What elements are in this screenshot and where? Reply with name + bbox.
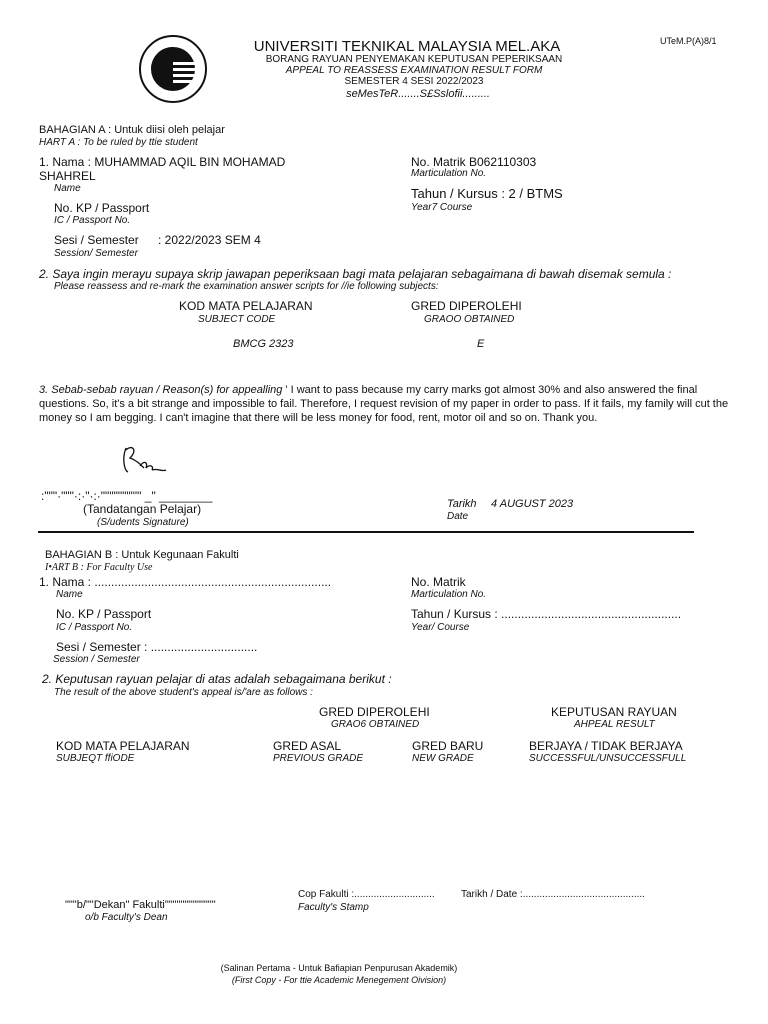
subject-code-header-english: SUBJECT CODE — [198, 314, 276, 325]
appeal-result-header: KEPUTUSAN RAYUAN — [551, 705, 677, 719]
column-result: BERJAYA / TIDAK BERJAYA — [529, 739, 683, 753]
dean-signature-label: """b/""Dekan" Fakulti""""""""""""" — [65, 899, 216, 911]
faculty-course-sub: Year/ Course — [411, 622, 470, 633]
date-label-english: Date — [447, 511, 469, 522]
appeal-result-header-english: AHPEAL RESULT — [574, 719, 655, 730]
session-semester-sub: Session/ Semester — [54, 248, 138, 259]
faculty-stamp-field-english: Faculty's Stamp — [298, 902, 369, 913]
column-new-grade-english: NEW GRADE — [412, 753, 474, 764]
student-signature — [118, 442, 178, 478]
ic-passport: No. KP / Passport — [54, 201, 150, 215]
student-name: 1. Nama : MUHAMMAD AQIL BIN MOHAMAD — [39, 155, 286, 169]
reassess-request-english: Please reassess and re-mark the examination answer scripts for //ie following subjects: — [54, 281, 439, 292]
faculty-name-field: 1. Nama : ....................................................................... — [39, 575, 332, 589]
faculty-session-sub: Session / Semester — [53, 654, 140, 665]
grade-obtained-header-english: GRAOO OBTAINED — [424, 314, 515, 325]
semester-line-english: seMesTeR.......S£Sslofii......... — [346, 88, 490, 100]
faculty-ic-field: No. KP / Passport — [56, 607, 152, 621]
subject-code-value: BMCG 2323 — [233, 338, 294, 350]
column-previous-grade: GRED ASAL — [273, 739, 342, 753]
dean-signature-label-english: o/b Faculty's Dean — [85, 912, 168, 923]
faculty-stamp-field: Cop Fakulti :............................. — [298, 889, 435, 900]
signature-scribble-icon — [118, 442, 178, 478]
faculty-name-sub: Name — [56, 589, 83, 600]
part-a-heading: BAHAGIAN A : Untuk diisi oleh pelajar — [39, 124, 225, 136]
part-b-heading-english: I•ART B : For Faculty Use — [45, 562, 153, 573]
faculty-matric-sub: Marticulation No. — [411, 589, 487, 600]
year-course-sub: Year7 Course — [411, 202, 473, 213]
section-divider — [38, 531, 694, 533]
appeal-outcome-heading-english: The result of the above student's appeal is/'are as follows : — [54, 687, 313, 698]
signature-dotted-line: :"""·"""·:·"·:·""""""""'" _" ________ — [41, 489, 213, 503]
part-a-heading-english: HART A : To be ruled by ttie student — [39, 137, 198, 148]
student-name-sub: Name — [54, 183, 81, 194]
appeal-outcome-heading: 2. Keputusan rayuan pelajar di atas adalah sebagaimana berikut : — [42, 672, 392, 686]
column-result-english: SUCCESSFUL/UNSUCCESSFULL — [529, 753, 687, 764]
date-label: Tarikh — [447, 498, 477, 510]
column-new-grade: GRED BARU — [412, 739, 484, 753]
date-value: 4 AUGUST 2023 — [491, 498, 574, 510]
reassess-request: 2. Saya ingin merayu supaya skrip jawapan peperiksaan bagi mata pelajaran sebagaimana di bawah disemak semula : — [39, 267, 672, 281]
session-semester-value: : 2022/2023 SEM 4 — [158, 233, 261, 247]
column-subject-code-english: SUBJEQT ffiODE — [56, 753, 135, 764]
grade-obtained-group-header-english: GRAO6 OBTAINED — [331, 719, 420, 730]
appeal-reason — [39, 383, 729, 425]
faculty-date-field: Tarikh / Date :............................................ — [461, 889, 645, 900]
form-reference-code: UTeM.P(A)8/1 — [660, 36, 717, 46]
year-course: Tahun / Kursus : 2 / BTMS — [411, 186, 563, 201]
faculty-session-field: Sesi / Semester : ................................ — [56, 640, 258, 654]
session-semester-label: Sesi / Semester — [54, 233, 139, 247]
utem-seal-icon — [138, 34, 208, 104]
signature-label: (Tandatangan Pelajar) — [83, 502, 202, 516]
student-name-continued: SHAHREL — [39, 169, 96, 183]
matric-number-sub: Marticulation No. — [411, 168, 487, 179]
footer-copy-note: (Salinan Pertama - Untuk Bafiapian Penpurusan Akademik) — [220, 963, 458, 973]
university-logo — [138, 34, 208, 104]
grade-obtained-group-header: GRED DIPEROLEHI — [319, 705, 430, 719]
semester-line: SEMESTER 4 SESI 2022/2023 — [344, 76, 484, 87]
column-subject-code: KOD MATA PELAJARAN — [56, 739, 190, 753]
footer-copy-note-english: (First Copy - For ttie Academic Menegement Oivision) — [231, 975, 447, 985]
grade-obtained-header: GRED DIPEROLEHI — [411, 299, 522, 313]
form-title-malay: BORANG RAYUAN PENYEMAKAN KEPUTUSAN PEPERIKSAAN — [265, 54, 563, 65]
faculty-ic-sub: IC / Passport No. — [56, 622, 133, 633]
grade-value: E — [477, 338, 485, 350]
appeal-reason-text: ' I want to pass because my carry marks got almost 30% and also answered the final questions. So, it's a bit strange and impossible to fail. Therefore, I request revision of my paper in order to pass. If it fails, my family will cut the money so I am begging. I can't imagine that there will be less money for food, rent, motor oil and so on. Thank you. — [39, 384, 729, 424]
university-name: UNIVERSITI TEKNIKAL MALAYSIA MEL.AKA — [253, 38, 561, 55]
form-title-english: APPEAL TO REASSESS EXAMINATION RESULT FORM — [285, 65, 543, 76]
subject-code-header: KOD MATA PELAJARAN — [179, 299, 313, 313]
faculty-matric-field: No. Matrik — [411, 575, 466, 589]
part-b-heading: BAHAGIAN B : Untuk Kegunaan Fakulti — [45, 549, 239, 561]
faculty-course-field: Tahun / Kursus : ...................................................... — [411, 607, 682, 621]
appeal-reason-label: 3. Sebab-sebab rayuan / Reason(s) for appealling — [39, 384, 283, 396]
matric-number: No. Matrik B062110303 — [411, 155, 537, 169]
ic-passport-sub: IC / Passport No. — [54, 215, 131, 226]
signature-label-english: (S/udents Signature) — [97, 517, 189, 528]
column-previous-grade-english: PREVIOUS GRADE — [273, 753, 364, 764]
